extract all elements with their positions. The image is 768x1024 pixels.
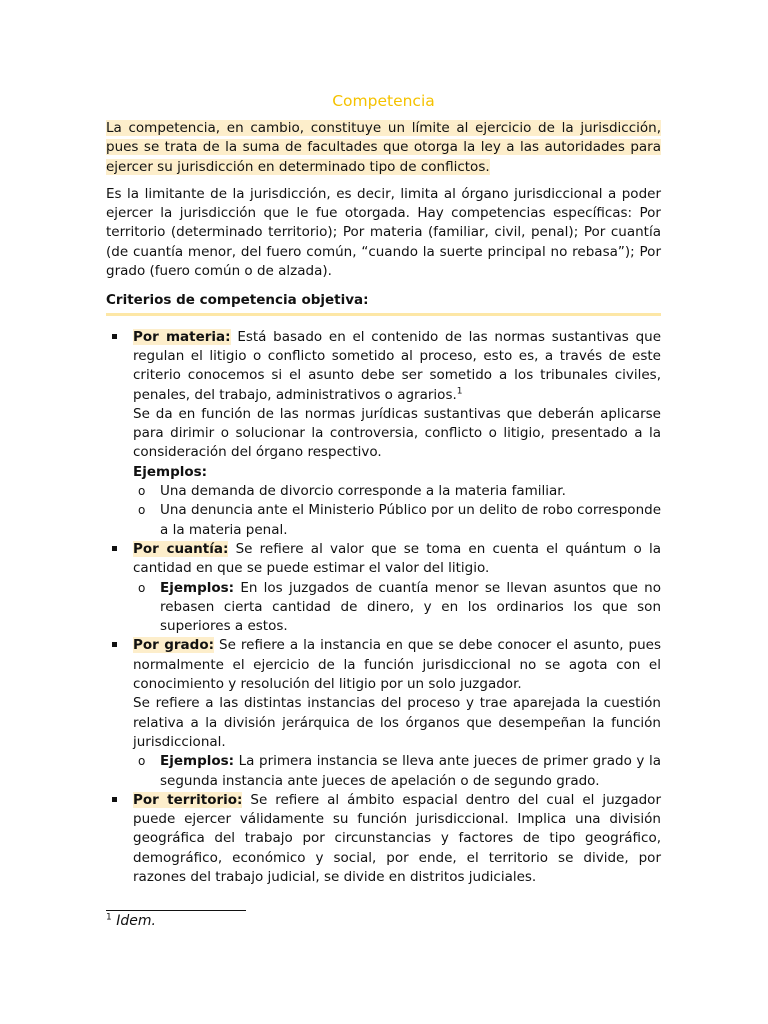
example-grado-body — [160, 752, 661, 791]
page-title: Competencia — [332, 92, 435, 110]
square-bullet-icon — [112, 334, 117, 339]
footnote-number: 1 — [106, 912, 112, 923]
criteria-label-territorio: Por territorio: — [133, 791, 243, 808]
criteria-label-cuantia: Por cuantía: — [133, 540, 229, 557]
criteria-text2-grado: Se refiere a las distintas instancias del proceso y trae aparejada la cuestión relativa a la división jerárquica de los órganos que desempeñan la función jurisdiccional. — [133, 695, 661, 750]
footnote — [106, 913, 156, 929]
criteria-label-grado: Por grado: — [133, 637, 215, 654]
criteria-label-materia: Por materia: — [133, 328, 231, 345]
criteria-materia-body — [133, 328, 661, 405]
example-text: En los juzgados de cuantía menor se llevan asuntos que no rebasen cierta cantidad de dinero, y en los ordinarios los que son superiores a estos. — [160, 579, 661, 635]
example-text: La primera instancia se lleva ante jueces de primer grado y la segunda instancia ante jueces de apelación o de segundo grado. — [160, 753, 661, 789]
intro-paragraph — [106, 119, 661, 177]
intro-highlighted-text: La competencia, en cambio, constituye un límite al ejercicio de la jurisdicción, pues se trata de la suma de facultades que otorga la ley a las autoridades para ejercer su jurisdicción en determinado tipo de conflictos. — [106, 120, 661, 175]
examples-list-cuantia — [133, 579, 661, 637]
example-item — [133, 579, 661, 637]
footnote-text: Idem. — [116, 913, 156, 929]
example-cuantia-body — [160, 579, 661, 637]
criteria-list — [106, 328, 661, 888]
examples-label-cuantia: Ejemplos: — [160, 579, 235, 596]
criteria-item-grado — [106, 636, 661, 790]
examples-list-grado — [133, 752, 661, 791]
footnote-separator — [106, 910, 246, 911]
criteria-grado-body — [133, 636, 661, 694]
examples-label-grado: Ejemplos: — [160, 753, 235, 770]
criteria-text-territorio: Se refiere al ámbito espacial dentro del cual el juzgador puede ejercer válidamente su función jurisdiccional. Implica una división geográfica del trabajo por circunstancias y factores de tipo geográfico, demográfico, económico y social, por ende, el territorio se divide, por razones del trabajo judicial, se divide en distritos judiciales. — [133, 791, 661, 885]
example-item — [133, 501, 661, 540]
criteria-item-territorio — [106, 791, 661, 887]
section-heading: Criterios de competencia objetiva: — [106, 291, 661, 315]
criteria-item-materia — [106, 328, 661, 540]
criteria-text2-materia: Se da en función de las normas jurídicas sustantivas que deberán aplicarse para dirimir o solucionar la controversia, conflicto o litigio, presentado a la consideración del órgano respectivo. — [133, 405, 661, 461]
circle-bullet-icon: o — [138, 754, 146, 769]
criteria-text-cuantia: Se refiere al valor que se toma en cuenta el quántum o la cantidad en que se puede estimar el valor del litigio. — [133, 540, 662, 577]
examples-label-materia: Ejemplos: — [133, 463, 208, 480]
example-text: Una denuncia ante el Ministerio Público por un delito de robo corresponde a la materia penal. — [160, 502, 661, 538]
page-content — [106, 90, 661, 887]
criteria-item-cuantia — [106, 540, 661, 636]
circle-bullet-icon: o — [138, 484, 146, 499]
example-item — [133, 482, 661, 501]
criteria-territorio-body — [133, 791, 661, 887]
square-bullet-icon — [112, 797, 117, 802]
footnote-reference: 1 — [456, 386, 463, 397]
example-item — [133, 752, 661, 791]
square-bullet-icon — [112, 642, 117, 647]
definition-paragraph: Es la limitante de la jurisdicción, es decir, limita al órgano jurisdiccional a poder ejercer la jurisdicción que le fue otorgada. Hay competencias específicas: Por territorio (determinado territorio); Por materia (familiar, civil, penal); Por cuantía (de cuantía menor, del fuero común, “cuando la suerte principal no rebasa”); Por grado (fuero común o de alzada). — [106, 185, 661, 280]
square-bullet-icon — [112, 546, 117, 551]
example-text: Una demanda de divorcio corresponde a la materia familiar. — [160, 483, 566, 500]
criteria-text-grado: Se refiere a la instancia en que se debe conocer el asunto, pues normalmente el ejercicio de la función jurisdiccional no se agota con el conocimiento y resolución del litigio por un solo juzgador. — [133, 637, 662, 693]
circle-bullet-icon: o — [138, 580, 146, 595]
criteria-text-materia: Está basado en el contenido de las normas sustantivas que regulan el litigio o conflicto sometido al proceso, esto es, a través de este criterio conocemos si el asunto debe ser sometido a los tribunales civiles, penales, del trabajo, administrativos o agrarios. — [133, 328, 662, 403]
examples-list-materia — [133, 482, 661, 540]
criteria-cuantia-body — [133, 540, 661, 579]
circle-bullet-icon: o — [138, 503, 146, 518]
